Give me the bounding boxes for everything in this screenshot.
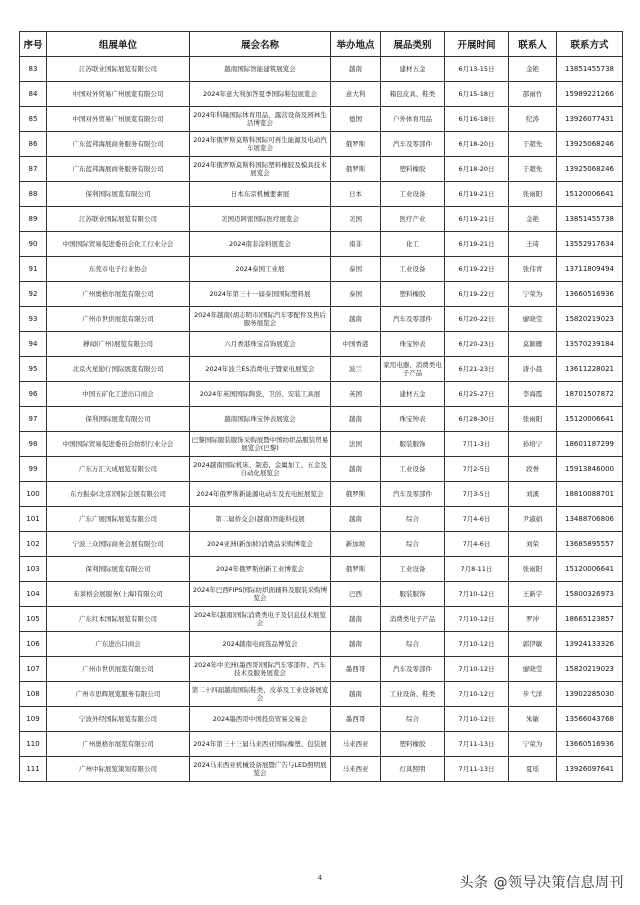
- cell-location: 越南: [331, 682, 381, 707]
- cell-date: 7月10-12日: [445, 582, 509, 607]
- table-row: [20, 132, 623, 157]
- cell-date: 6月18-20日: [445, 132, 509, 157]
- cell-contact: 步弋洋: [509, 682, 557, 707]
- cell-exhibition-name: 2024年俄罗斯创新工业博览会: [190, 557, 331, 582]
- cell-organizer: 广东进出口商会: [47, 632, 190, 657]
- cell-location: 泰国: [331, 257, 381, 282]
- cell-index: 103: [20, 557, 47, 582]
- cell-category: 服装服饰: [381, 582, 445, 607]
- table-row: [20, 582, 623, 607]
- cell-exhibition-name: 2024年(越南)国际消费类电子及信息技术展览会: [190, 607, 331, 632]
- cell-organizer: 广州市思辉展览服务有限公司: [47, 682, 190, 707]
- table-row: [20, 332, 623, 357]
- cell-index: 95: [20, 357, 47, 382]
- cell-phone: 15120006641: [557, 557, 623, 582]
- cell-exhibition-name: 2024亚洲(新加坡)消费品采购博览会: [190, 532, 331, 557]
- cell-phone: 13926077431: [557, 107, 623, 132]
- cell-contact: 朱敏: [509, 707, 557, 732]
- cell-location: 巴西: [331, 582, 381, 607]
- table-row: [20, 432, 623, 457]
- cell-date: 6月19-22日: [445, 257, 509, 282]
- cell-phone: 13660516936: [557, 732, 623, 757]
- cell-phone: 13902285030: [557, 682, 623, 707]
- table-row: [20, 182, 623, 207]
- cell-organizer: 广东蓝邦海展商务服务有限公司: [47, 132, 190, 157]
- table-row: [20, 507, 623, 532]
- cell-exhibition-name: 巴黎国际服装服饰采购展暨中国纺织品服装贸易展览会(巴黎): [190, 432, 331, 457]
- cell-date: 6月25-27日: [445, 382, 509, 407]
- header-phone: 联系方式: [557, 32, 623, 57]
- cell-organizer: 宁波三众国际商务会展有限公司: [47, 532, 190, 557]
- cell-index: 83: [20, 57, 47, 82]
- cell-contact: 邵雨竹: [509, 82, 557, 107]
- cell-contact: 纪涛: [509, 107, 557, 132]
- cell-date: 6月20-22日: [445, 307, 509, 332]
- cell-location: 中国香港: [331, 332, 381, 357]
- cell-date: 6月16-18日: [445, 107, 509, 132]
- cell-exhibition-name: 2024年科隆国际体育用品、露营设备及园林生活博览会: [190, 107, 331, 132]
- cell-phone: 13685895557: [557, 532, 623, 557]
- cell-index: 92: [20, 282, 47, 307]
- cell-category: 工业设备: [381, 457, 445, 482]
- cell-index: 100: [20, 482, 47, 507]
- cell-date: 6月19-21日: [445, 182, 509, 207]
- cell-location: 越南: [331, 307, 381, 332]
- table-row: [20, 632, 623, 657]
- cell-category: 珠宝钟表: [381, 407, 445, 432]
- cell-exhibition-name: 2024越南国际机床、制造、金属加工、五金及自动化展览会: [190, 457, 331, 482]
- cell-date: 7月10-12日: [445, 682, 509, 707]
- cell-location: 俄罗斯: [331, 482, 381, 507]
- page-number: 4: [317, 874, 323, 882]
- cell-phone: 18665123857: [557, 607, 623, 632]
- cell-exhibition-name: 2024年巴西FIPS国际纺织面辅料及服装采购博览会: [190, 582, 331, 607]
- cell-phone: 15120006641: [557, 407, 623, 432]
- cell-phone: 13926097641: [557, 757, 623, 782]
- cell-date: 6月13-15日: [445, 57, 509, 82]
- cell-phone: 13570239184: [557, 332, 623, 357]
- table-row: [20, 707, 623, 732]
- cell-organizer: 中国国际贸易促进委员会纺织行业分会: [47, 432, 190, 457]
- cell-location: 马来西亚: [331, 732, 381, 757]
- cell-index: 88: [20, 182, 47, 207]
- cell-location: 越南: [331, 632, 381, 657]
- cell-organizer: 广东广展国际展览有限公司: [47, 507, 190, 532]
- cell-phone: 13552917634: [557, 232, 623, 257]
- table-row: [20, 407, 623, 432]
- cell-index: 84: [20, 82, 47, 107]
- cell-contact: 刘溪: [509, 482, 557, 507]
- cell-date: 6月28-30日: [445, 407, 509, 432]
- cell-category: 建材五金: [381, 382, 445, 407]
- cell-organizer: 保利国际展览有限公司: [47, 407, 190, 432]
- cell-category: 灯具照明: [381, 757, 445, 782]
- cell-date: 7月10-12日: [445, 607, 509, 632]
- table-row: [20, 82, 623, 107]
- cell-date: 7月1-3日: [445, 432, 509, 457]
- cell-date: 7月4-6日: [445, 532, 509, 557]
- cell-index: 104: [20, 582, 47, 607]
- cell-location: 墨西哥: [331, 707, 381, 732]
- table-header-row: [20, 32, 623, 57]
- cell-category: 汽车及零部件: [381, 132, 445, 157]
- cell-exhibition-name: 2024年俄罗斯新能源电动车及充电桩展览会: [190, 482, 331, 507]
- cell-category: 化工: [381, 232, 445, 257]
- cell-category: 综合: [381, 532, 445, 557]
- cell-contact: 罗冲: [509, 607, 557, 632]
- cell-phone: 13611228021: [557, 357, 623, 382]
- table-row: [20, 682, 623, 707]
- cell-date: 7月8-11日: [445, 557, 509, 582]
- cell-organizer: 江苏联业国际展览有限公司: [47, 207, 190, 232]
- cell-location: 意大利: [331, 82, 381, 107]
- header-date: 开展时间: [445, 32, 509, 57]
- cell-phone: 15820219023: [557, 307, 623, 332]
- cell-location: 法国: [331, 432, 381, 457]
- table-row: [20, 732, 623, 757]
- header-contact: 联系人: [509, 32, 557, 57]
- cell-exhibition-name: 2024年第三十一届泰国国际塑料展: [190, 282, 331, 307]
- cell-date: 7月2-5日: [445, 457, 509, 482]
- cell-phone: 15120006641: [557, 182, 623, 207]
- table-row: [20, 607, 623, 632]
- cell-exhibition-name: 六月香港珠宝首饰展览会: [190, 332, 331, 357]
- cell-index: 105: [20, 607, 47, 632]
- cell-category: 汽车及零部件: [381, 482, 445, 507]
- cell-location: 越南: [331, 457, 381, 482]
- cell-contact: 宁荣为: [509, 732, 557, 757]
- exhibition-table: [19, 31, 623, 782]
- cell-organizer: 搏闻(广州)展览有限公司: [47, 332, 190, 357]
- cell-organizer: 广州奥格尔展览有限公司: [47, 732, 190, 757]
- cell-index: 102: [20, 532, 47, 557]
- cell-location: 新加坡: [331, 532, 381, 557]
- cell-phone: 15989221266: [557, 82, 623, 107]
- cell-category: 综合: [381, 507, 445, 532]
- cell-index: 87: [20, 157, 47, 182]
- cell-contact: 于超先: [509, 157, 557, 182]
- cell-category: 消费类电子产品: [381, 607, 445, 632]
- cell-exhibition-name: 2024泰国工业展: [190, 257, 331, 282]
- cell-exhibition-name: 2024墨西哥中国投资贸易交易会: [190, 707, 331, 732]
- cell-organizer: 广东红本国际展览有限公司: [47, 607, 190, 632]
- cell-organizer: 广东蓝邦海展商务服务有限公司: [47, 157, 190, 182]
- cell-contact: 夏瑶: [509, 757, 557, 782]
- cell-phone: 13488706806: [557, 507, 623, 532]
- cell-organizer: 江苏联业国际展览有限公司: [47, 57, 190, 82]
- cell-contact: 张雨阳: [509, 557, 557, 582]
- cell-date: 7月10-12日: [445, 632, 509, 657]
- cell-exhibition-name: 2024年俄罗斯莫斯科国际塑料橡胶及模具技术展览会: [190, 157, 331, 182]
- cell-index: 111: [20, 757, 47, 782]
- cell-phone: 13851455738: [557, 207, 623, 232]
- table-row: [20, 382, 623, 407]
- cell-contact: 王新宇: [509, 582, 557, 607]
- cell-contact: 唐小晨: [509, 357, 557, 382]
- cell-phone: 13924133326: [557, 632, 623, 657]
- cell-location: 日本: [331, 182, 381, 207]
- cell-organizer: 中国国际贸易促进委员会化工行业分会: [47, 232, 190, 257]
- cell-location: 马来西亚: [331, 757, 381, 782]
- cell-exhibition-name: 第二届侨交会(越南)智能科技展: [190, 507, 331, 532]
- cell-contact: 李海霞: [509, 382, 557, 407]
- cell-contact: 宁荣为: [509, 282, 557, 307]
- cell-exhibition-name: 2024年意大利加答夏季国际鞋包展览会: [190, 82, 331, 107]
- cell-exhibition-name: 2024年越南(胡志明市)国际汽车零配件及售后服务展览会: [190, 307, 331, 332]
- cell-date: 6月19-21日: [445, 207, 509, 232]
- cell-phone: 15820219023: [557, 657, 623, 682]
- cell-category: 工业设备: [381, 257, 445, 282]
- header-index: 序号: [20, 32, 47, 57]
- header-organizer: 组展单位: [47, 32, 190, 57]
- cell-category: 塑料橡胶: [381, 282, 445, 307]
- cell-phone: 13851455738: [557, 57, 623, 82]
- cell-index: 93: [20, 307, 47, 332]
- cell-contact: 孙培宁: [509, 432, 557, 457]
- cell-contact: 金艳: [509, 207, 557, 232]
- table-row: [20, 657, 623, 682]
- table-row: [20, 557, 623, 582]
- cell-organizer: 中国五矿化工进出口商会: [47, 382, 190, 407]
- cell-contact: 张伟青: [509, 257, 557, 282]
- cell-location: 越南: [331, 407, 381, 432]
- cell-organizer: 东莞市电子行业协会: [47, 257, 190, 282]
- cell-contact: 段誉: [509, 457, 557, 482]
- table-row: [20, 482, 623, 507]
- table-row: [20, 207, 623, 232]
- cell-phone: 13566043768: [557, 707, 623, 732]
- cell-phone: 13925068246: [557, 157, 623, 182]
- cell-exhibition-name: 2024马来西亚机械设备展暨广告与LED照明展览会: [190, 757, 331, 782]
- cell-contact: 张雨阳: [509, 182, 557, 207]
- cell-location: 南非: [331, 232, 381, 257]
- table-row: [20, 757, 623, 782]
- cell-category: 建材五金: [381, 57, 445, 82]
- cell-date: 6月20-23日: [445, 332, 509, 357]
- cell-contact: 于超先: [509, 132, 557, 157]
- cell-category: 汽车及零部件: [381, 657, 445, 682]
- cell-date: 7月4-6日: [445, 507, 509, 532]
- cell-exhibition-name: 2024年第三十三届马来西亚国际橡塑、包装展: [190, 732, 331, 757]
- cell-organizer: 广州市世供展览有限公司: [47, 307, 190, 332]
- cell-index: 106: [20, 632, 47, 657]
- cell-category: 医疗产业: [381, 207, 445, 232]
- cell-organizer: 广州市世供展览有限公司: [47, 657, 190, 682]
- cell-date: 6月19-21日: [445, 232, 509, 257]
- cell-category: 工业设备、鞋类: [381, 682, 445, 707]
- cell-date: 6月15-18日: [445, 82, 509, 107]
- cell-location: 越南: [331, 507, 381, 532]
- cell-location: 越南: [331, 57, 381, 82]
- cell-contact: 莫颖雁: [509, 332, 557, 357]
- cell-exhibition-name: 越南国际智能建筑展览会: [190, 57, 331, 82]
- table-row: [20, 357, 623, 382]
- cell-category: 综合: [381, 632, 445, 657]
- table-row: [20, 157, 623, 182]
- table-row: [20, 57, 623, 82]
- cell-organizer: 东方振泰(北京)国际会展有限公司: [47, 482, 190, 507]
- cell-contact: 廖晓莹: [509, 657, 557, 682]
- cell-date: 7月10-12日: [445, 707, 509, 732]
- cell-index: 108: [20, 682, 47, 707]
- cell-index: 101: [20, 507, 47, 532]
- table-row: [20, 107, 623, 132]
- cell-index: 94: [20, 332, 47, 357]
- cell-date: 7月11-13日: [445, 732, 509, 757]
- table-row: [20, 282, 623, 307]
- table-row: [20, 457, 623, 482]
- table-row: [20, 257, 623, 282]
- cell-index: 110: [20, 732, 47, 757]
- cell-phone: 13660516936: [557, 282, 623, 307]
- cell-organizer: 中国对外贸易广州展览有限公司: [47, 107, 190, 132]
- cell-organizer: 宁波外经国际展览有限公司: [47, 707, 190, 732]
- cell-index: 96: [20, 382, 47, 407]
- cell-contact: 王琦: [509, 232, 557, 257]
- cell-category: 汽车及零部件: [381, 307, 445, 332]
- header-exhibition-name: 展会名称: [190, 32, 331, 57]
- cell-phone: 15800326973: [557, 582, 623, 607]
- cell-category: 塑料橡胶: [381, 157, 445, 182]
- cell-date: 6月19-22日: [445, 282, 509, 307]
- cell-date: 7月3-5日: [445, 482, 509, 507]
- header-location: 举办地点: [331, 32, 381, 57]
- cell-location: 德国: [331, 107, 381, 132]
- cell-phone: 15913846000: [557, 457, 623, 482]
- cell-contact: 尹淑娟: [509, 507, 557, 532]
- cell-index: 90: [20, 232, 47, 257]
- cell-index: 109: [20, 707, 47, 732]
- cell-contact: 郭伊敏: [509, 632, 557, 657]
- header-category: 展品类别: [381, 32, 445, 57]
- cell-category: 综合: [381, 707, 445, 732]
- cell-index: 89: [20, 207, 47, 232]
- cell-category: 服装服饰: [381, 432, 445, 457]
- cell-index: 91: [20, 257, 47, 282]
- cell-organizer: 广州中际展览策划有限公司: [47, 757, 190, 782]
- cell-phone: 13925068246: [557, 132, 623, 157]
- cell-exhibition-name: 日本东京机械要素展: [190, 182, 331, 207]
- cell-location: 俄罗斯: [331, 132, 381, 157]
- watermark-text: 头条 @领导决策信息周刊: [459, 875, 624, 891]
- cell-index: 85: [20, 107, 47, 132]
- cell-category: 家用电器、消费类电子产品: [381, 357, 445, 382]
- table-row: [20, 532, 623, 557]
- cell-organizer: 布莱格会展服务(上海)有限公司: [47, 582, 190, 607]
- cell-category: 箱包皮具、鞋类: [381, 82, 445, 107]
- cell-phone: 13711809494: [557, 257, 623, 282]
- cell-category: 塑料橡胶: [381, 732, 445, 757]
- cell-exhibition-name: 美国迈阿密国际医疗展览会: [190, 207, 331, 232]
- cell-exhibition-name: 2024年俄罗斯莫斯科国际可再生能源及电动汽车展览会: [190, 132, 331, 157]
- cell-exhibition-name: 越南国际珠宝钟表展览会: [190, 407, 331, 432]
- cell-organizer: 保利国际展览有限公司: [47, 182, 190, 207]
- cell-contact: 廖晓莹: [509, 307, 557, 332]
- cell-category: 工业设备: [381, 182, 445, 207]
- cell-date: 7月11-13日: [445, 757, 509, 782]
- cell-location: 泰国: [331, 282, 381, 307]
- table-row: [20, 232, 623, 257]
- cell-contact: 张雨阳: [509, 407, 557, 432]
- cell-exhibition-name: 2024南非涂料展览会: [190, 232, 331, 257]
- cell-phone: 18701507872: [557, 382, 623, 407]
- cell-location: 美国: [331, 207, 381, 232]
- cell-date: 6月21-23日: [445, 357, 509, 382]
- cell-exhibition-name: 第二十四届越南国际鞋类、皮革及工业设备展览会: [190, 682, 331, 707]
- cell-exhibition-name: 2024越南电商选品博览会: [190, 632, 331, 657]
- cell-category: 工业设备: [381, 557, 445, 582]
- cell-index: 107: [20, 657, 47, 682]
- cell-location: 俄罗斯: [331, 157, 381, 182]
- table-body: [20, 57, 623, 782]
- cell-location: 越南: [331, 607, 381, 632]
- cell-organizer: 保利国际展览有限公司: [47, 557, 190, 582]
- cell-contact: 金艳: [509, 57, 557, 82]
- cell-category: 珠宝钟表: [381, 332, 445, 357]
- cell-exhibition-name: 2024年中美洲(墨西哥)国际汽车零部件、汽车技术及服务展览会: [190, 657, 331, 682]
- cell-index: 99: [20, 457, 47, 482]
- cell-category: 户外体育用品: [381, 107, 445, 132]
- cell-index: 97: [20, 407, 47, 432]
- table-row: [20, 307, 623, 332]
- cell-organizer: 中国对外贸易广州展览有限公司: [47, 82, 190, 107]
- cell-organizer: 广州奥格尔展览有限公司: [47, 282, 190, 307]
- cell-location: 英国: [331, 382, 381, 407]
- cell-phone: 18810088701: [557, 482, 623, 507]
- cell-date: 6月18-20日: [445, 157, 509, 182]
- cell-exhibition-name: 2024年英国国际陶瓷、卫浴、安装工具展: [190, 382, 331, 407]
- cell-date: 7月10-12日: [445, 657, 509, 682]
- cell-location: 墨西哥: [331, 657, 381, 682]
- cell-location: 俄罗斯: [331, 557, 381, 582]
- cell-index: 86: [20, 132, 47, 157]
- cell-index: 98: [20, 432, 47, 457]
- cell-organizer: 北京火星励行国际展览有限公司: [47, 357, 190, 382]
- cell-phone: 18601187299: [557, 432, 623, 457]
- cell-location: 波兰: [331, 357, 381, 382]
- cell-organizer: 广东万汇天成展览有限公司: [47, 457, 190, 482]
- cell-contact: 刘荣: [509, 532, 557, 557]
- cell-exhibition-name: 2024年波兰ES消费电子暨家电展览会: [190, 357, 331, 382]
